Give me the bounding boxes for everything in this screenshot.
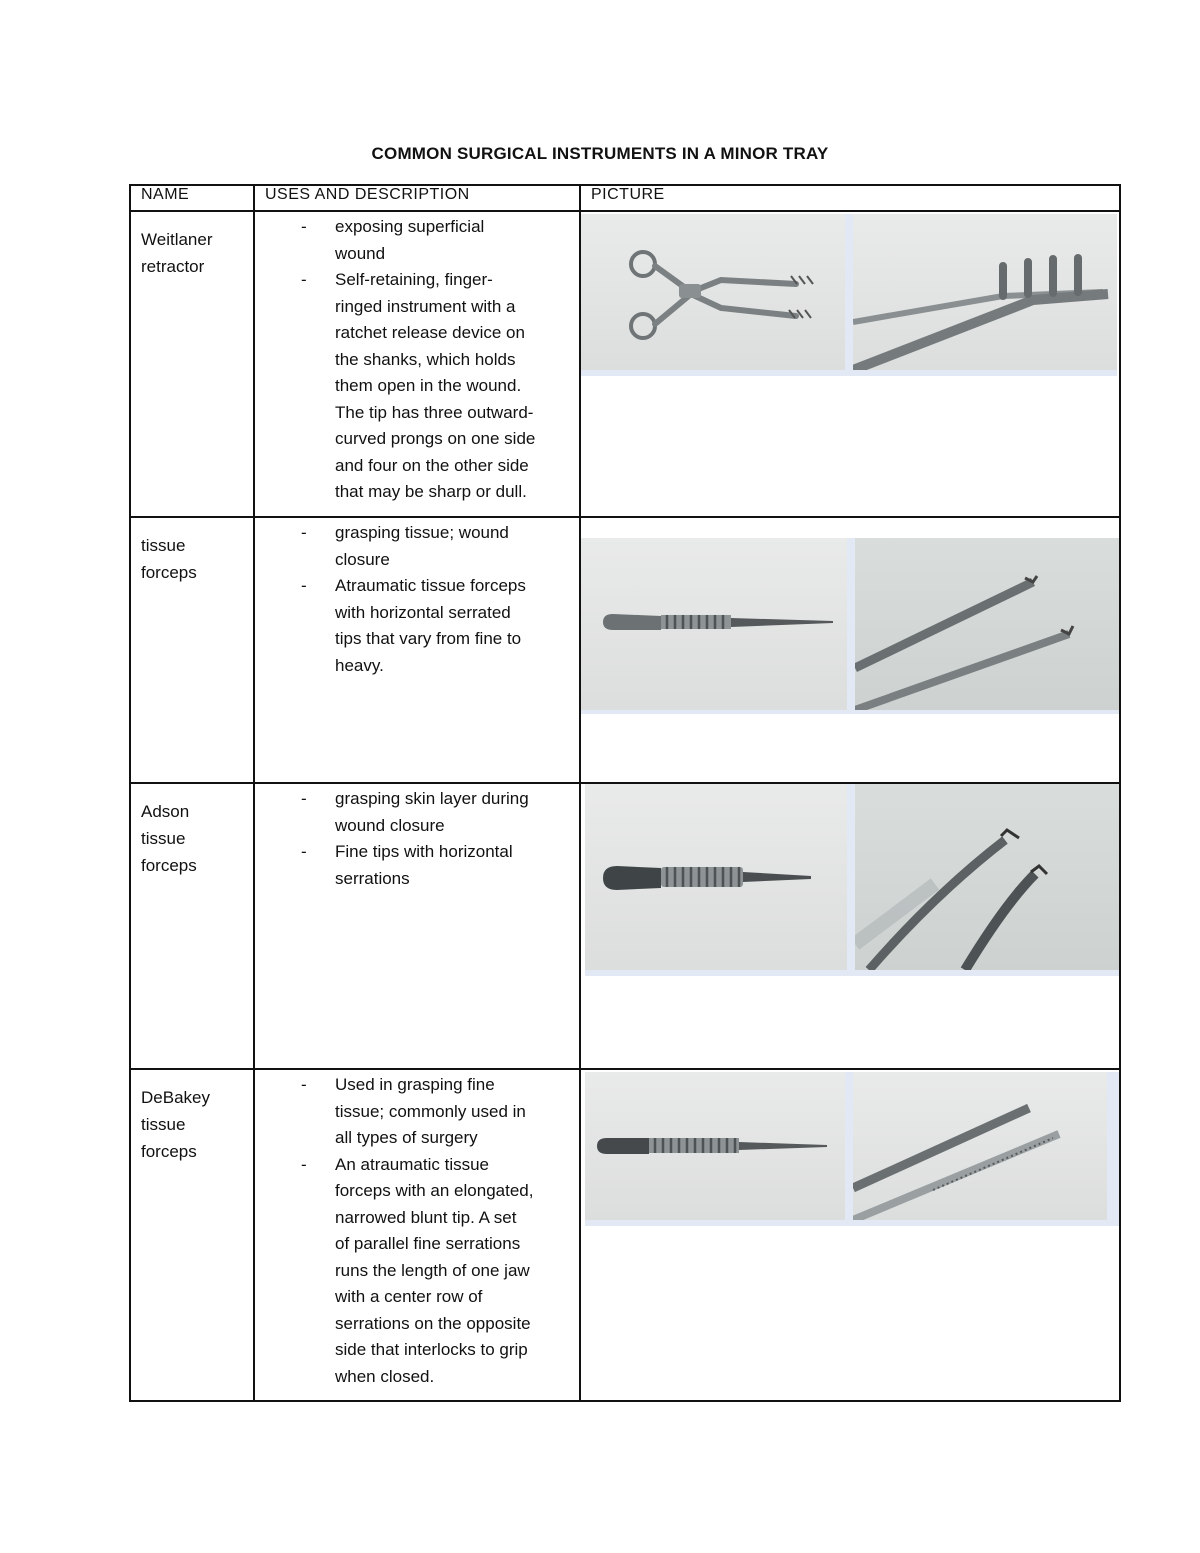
desc-line: Atraumatic tissue forceps (335, 576, 526, 595)
instrument-name (130, 211, 254, 517)
photo-strip (581, 538, 1119, 714)
list-item (255, 573, 571, 679)
header-picture: PICTURE (580, 185, 1120, 211)
desc-line: wound closure (335, 815, 445, 835)
instrument-name (130, 783, 254, 1069)
bullet-dash: - (301, 789, 307, 808)
list-item (255, 214, 571, 267)
desc-line: side that interlocks to grip (335, 1340, 528, 1359)
desc-line: Self-retaining, finger- (335, 270, 493, 289)
instrument-picture-cell (580, 783, 1120, 1069)
desc-line: grasping skin layer during (335, 789, 529, 808)
desc-line: tissue; commonly used in (335, 1101, 526, 1121)
desc-line: all types of surgery (335, 1128, 478, 1147)
adson-forceps-full-photo (585, 784, 847, 970)
bullet-dash: - (301, 1075, 307, 1094)
bullet-dash: - (301, 270, 307, 289)
table-row (130, 211, 1120, 517)
instrument-description (254, 1069, 580, 1401)
list-item (255, 1072, 571, 1152)
desc-line: heavy. (335, 655, 384, 675)
instruments-table (129, 184, 1121, 1402)
weitlaner-retractor-full-photo (581, 214, 845, 370)
desc-line: when closed. (335, 1366, 435, 1386)
desc-line: serrations on the opposite (335, 1313, 531, 1333)
weitlaner-retractor-tip-photo (853, 214, 1117, 370)
name-line: retractor (141, 257, 205, 276)
header-uses: USES AND DESCRIPTION (254, 185, 580, 211)
name-line: forceps (141, 563, 197, 582)
desc-line: serrations (335, 868, 410, 888)
name-line: Weitlaner (141, 230, 213, 249)
desc-line: narrowed blunt tip. A set (335, 1207, 517, 1227)
desc-line: ratchet release device on (335, 323, 525, 342)
photo-strip (585, 784, 1119, 976)
list-item (255, 1152, 571, 1391)
desc-line: An atraumatic tissue (335, 1154, 490, 1174)
list-item (255, 786, 571, 839)
desc-line: Fine tips with horizontal (335, 842, 513, 861)
instrument-name (130, 1069, 254, 1401)
desc-line: runs the length of one jaw (335, 1260, 530, 1280)
debakey-forceps-full-photo (585, 1072, 845, 1220)
instrument-picture-cell (580, 211, 1120, 517)
name-line: Adson (141, 802, 190, 821)
photo-strip (585, 1072, 1119, 1226)
name-line: tissue (141, 829, 186, 848)
header-name: NAME (130, 185, 254, 211)
desc-line: and four on the other side (335, 455, 529, 475)
desc-line: that may be sharp or dull. (335, 482, 527, 501)
photo-strip (581, 214, 1117, 376)
name-line: tissue (141, 536, 186, 555)
bullet-dash: - (301, 1154, 307, 1174)
desc-line: them open in the wound. (335, 376, 522, 395)
instrument-name (130, 517, 254, 783)
bullet-dash: - (301, 217, 307, 236)
desc-line: curved prongs on one side (335, 429, 536, 448)
desc-line: the shanks, which holds (335, 349, 516, 369)
name-line: forceps (141, 1142, 197, 1161)
desc-line: The tip has three outward- (335, 402, 534, 422)
bullet-dash: - (301, 842, 307, 861)
tissue-forceps-tip-photo (855, 538, 1119, 710)
desc-line: wound (335, 243, 386, 263)
name-line: forceps (141, 856, 197, 875)
page-title: COMMON SURGICAL INSTRUMENTS IN A MINOR TRAY (371, 144, 829, 163)
header-row (130, 185, 1120, 211)
bullet-dash: - (301, 576, 307, 595)
instrument-picture-cell (580, 1069, 1120, 1401)
desc-line: with horizontal serrated (335, 602, 511, 622)
desc-line: grasping tissue; wound (335, 523, 509, 542)
desc-line: forceps with an elongated, (335, 1181, 534, 1200)
list-item (255, 520, 571, 573)
desc-line: of parallel fine serrations (335, 1234, 521, 1253)
name-line: DeBakey (141, 1088, 210, 1107)
table-row (130, 783, 1120, 1069)
debakey-forceps-tip-photo (853, 1072, 1107, 1220)
desc-line: Used in grasping fine (335, 1075, 495, 1094)
adson-forceps-tip-photo (855, 784, 1119, 970)
desc-line: closure (335, 549, 390, 569)
name-line: tissue (141, 1115, 186, 1134)
list-item (255, 839, 571, 892)
desc-line: tips that vary from fine to (335, 629, 522, 648)
desc-line: ringed instrument with a (335, 296, 516, 316)
instrument-picture-cell (580, 517, 1120, 783)
list-item (255, 267, 571, 506)
bullet-dash: - (301, 523, 307, 542)
instrument-description (254, 517, 580, 783)
instrument-description (254, 211, 580, 517)
desc-line: with a center row of (335, 1287, 483, 1306)
table-row (130, 517, 1120, 783)
instrument-description (254, 783, 580, 1069)
tissue-forceps-full-photo (581, 538, 847, 710)
table-row (130, 1069, 1120, 1401)
desc-line: exposing superficial (335, 217, 485, 236)
